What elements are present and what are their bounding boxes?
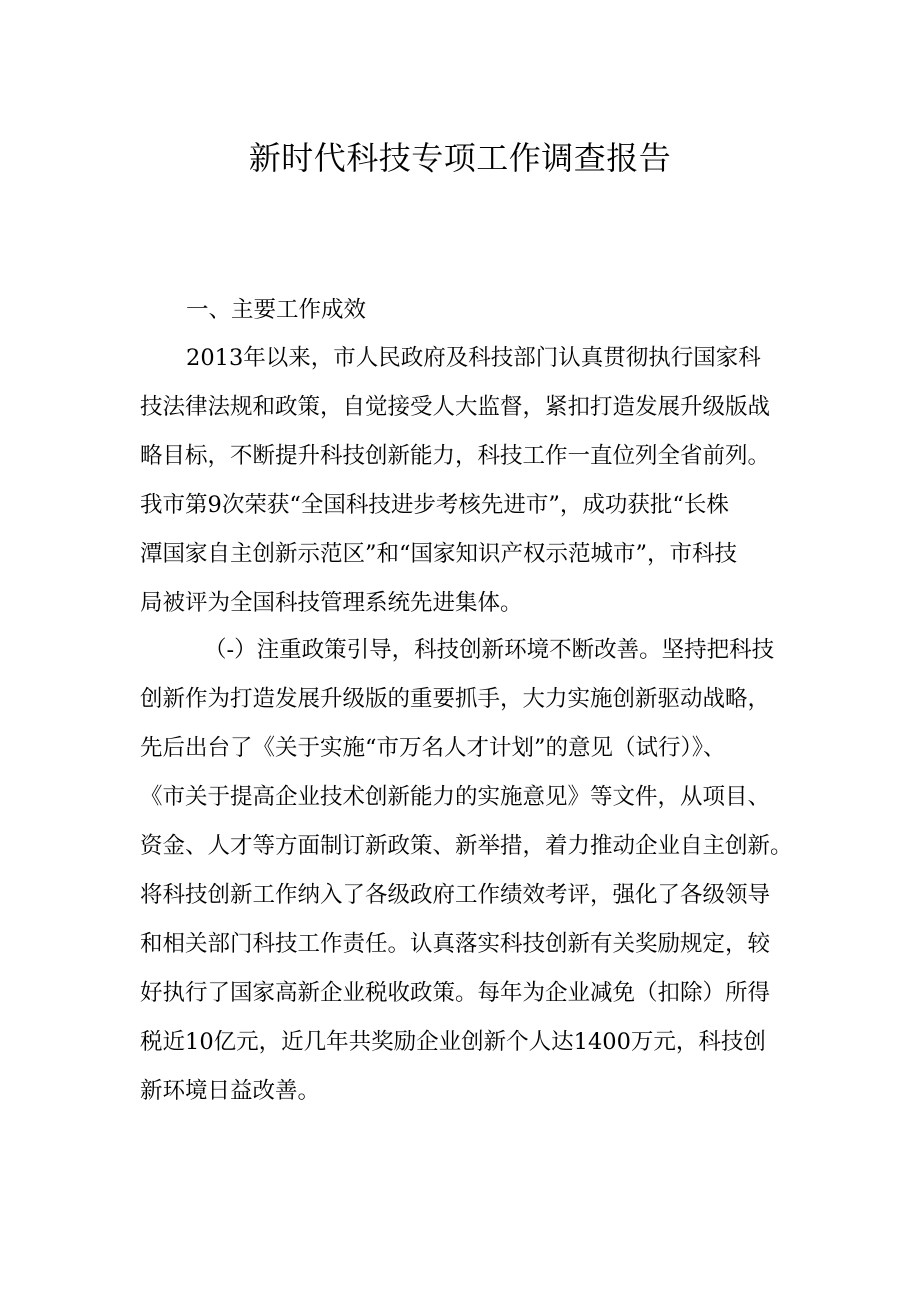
paragraph-line: 将科技创新工作纳入了各级政府工作绩效考评，强化了各级领导 — [140, 882, 771, 908]
paragraph-line: 我市第9次荣获“全国科技进步考核先进市”，成功获批“长株 — [140, 492, 729, 518]
paragraph-line: 资金、人才等方面制订新政策、新举措，着力推动企业自主创新。 — [140, 833, 793, 859]
paragraph-line: （-）注重政策引导，科技创新环境不断改善。坚持把科技 — [204, 637, 775, 663]
paragraph-line: 好执行了国家高新企业税收政策。每年为企业减免（扣除）所得 — [140, 980, 771, 1006]
paragraph-line: 潭国家自主创新示范区”和“国家知识产权示范城市”，市科技 — [140, 541, 738, 567]
paragraph-line: 创新作为打造发展升级版的重要抓手，大力实施创新驱动战略， — [140, 686, 771, 712]
paragraph-line: 技法律法规和政策，自觉接受人大监督，紧扣打造发展升级版战 — [140, 394, 771, 420]
paragraph-line: 先后出台了《关于实施“市万名人才计划”的意见（试行）》、 — [140, 735, 726, 761]
paragraph-line: 和相关部门科技工作责任。认真落实科技创新有关奖励规定，较 — [140, 931, 771, 957]
paragraph-line: 2013年以来，市人民政府及科技部门认真贯彻执行国家科 — [186, 345, 761, 371]
paragraph-line: 税近10亿元，近几年共奖励企业创新个人达1400万元，科技创 — [140, 1029, 766, 1055]
paragraph-line: 局被评为全国科技管理系统先进集体。 — [140, 590, 523, 616]
document-title: 新时代科技专项工作调查报告 — [248, 139, 672, 177]
paragraph-line: 新环境日益改善。 — [140, 1078, 321, 1104]
section-heading: 一、主要工作成效 — [186, 297, 367, 323]
paragraph-line: 《市关于提高企业技术创新能力的实施意见》等文件，从项目、 — [140, 784, 771, 810]
paragraph-line: 略目标，不断提升科技创新能力，科技工作一直位列全省前列。 — [140, 443, 771, 469]
